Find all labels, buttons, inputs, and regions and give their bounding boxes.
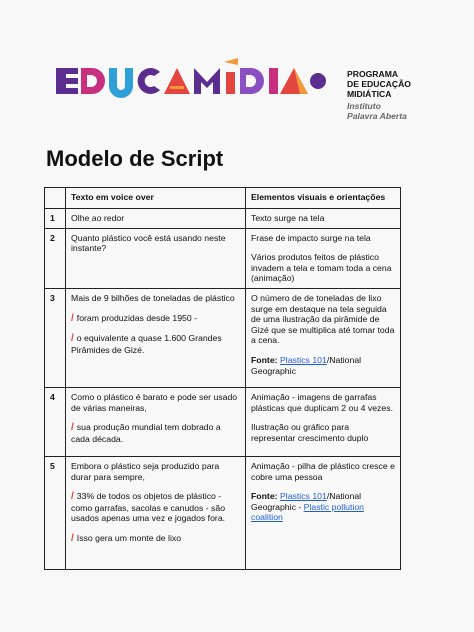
institute-line-1: Instituto	[347, 100, 381, 111]
visual-cell	[246, 387, 401, 456]
voice-text: Como o plástico é barato e pode ser usado de várias maneiras,	[71, 391, 238, 413]
source-label: Fonte	[251, 354, 275, 365]
header-visual: Elementos visuais e orientações	[246, 188, 401, 209]
visual-text: Ilustração ou gráfico para representar crescimento duplo	[251, 422, 369, 443]
row-number: 5	[45, 456, 66, 569]
row-number: 4	[45, 387, 66, 456]
program-line-3: MIDIÁTICA	[347, 89, 392, 100]
voice-text: o equivalente a quase 1.600 Grandes Pirâmides de Gizé.	[71, 333, 222, 355]
script-table	[44, 187, 401, 570]
voice-cell	[66, 387, 246, 456]
visual-text: Frase de impacto surge na tela	[251, 232, 371, 243]
slash-marker: /	[71, 312, 74, 324]
voice-text: Isso gera um monte de lixo	[76, 532, 182, 543]
source-line: Fonte: Plastics 101/National Geographic - Plastic pollution coalition	[251, 491, 365, 523]
institute-line-2: Palavra Aberta	[347, 110, 407, 121]
source-line: Fonte: Plastics 101/National Geographic	[251, 354, 362, 376]
visual-cell	[246, 456, 401, 569]
voice-cell	[66, 228, 246, 288]
voice-cell	[66, 209, 246, 229]
visual-text: Animação - imagens de garrafas plásticas que duplicam 2 ou 4 vezes.	[251, 391, 393, 413]
voice-segment	[71, 313, 240, 325]
source-rest: /National Geographic -	[251, 491, 362, 512]
source-label: Fonte	[251, 491, 275, 502]
voice-text: 33% de todos os objetos de plástico - como garrafas, sacolas e canudos - são usados apenas uma vez e jogados fora.	[71, 491, 226, 524]
table-row	[45, 288, 401, 387]
table-row	[45, 387, 401, 456]
header-voice: Texto em voice over	[66, 188, 246, 209]
voice-text: sua produção mundial tem dobrado a cada década.	[71, 422, 221, 444]
program-line-1: PROGRAMA	[347, 69, 399, 79]
program-line-2: DE EDUCAÇÃO	[347, 79, 411, 90]
table-header-row	[45, 188, 401, 209]
slash-marker: /	[71, 333, 74, 345]
visual-cell	[246, 209, 401, 229]
source-link-plastics-101[interactable]: Plastics 101	[279, 491, 327, 502]
voice-text: Mais de 9 bilhões de toneladas de plástico	[71, 292, 235, 303]
page-title: Modelo de Script	[46, 146, 224, 171]
header-num	[45, 188, 66, 209]
voice-text: Embora o plástico seja produzido para durar para sempre,	[71, 460, 220, 482]
visual-cell	[246, 228, 401, 288]
voice-segment	[71, 491, 240, 524]
voice-text: Olhe ao redor	[71, 213, 125, 223]
voice-segment	[71, 533, 240, 545]
source-link-plastic-pollution-coalition[interactable]: Plastic pollution coalition	[251, 501, 365, 523]
table-row	[45, 228, 401, 288]
voice-text: foram produzidas desde 1950 -	[76, 312, 198, 323]
visual-text: Animação - pilha de plástico cresce e cobre uma pessoa	[251, 460, 395, 482]
logo-tagline	[347, 69, 411, 121]
visual-text: O número de de toneladas de lixo surge em destaque na tela seguida de uma ilustração da pirâmide de Gizé que se multiplica até tomar toda a cena.	[251, 292, 395, 346]
row-number: 1	[45, 209, 66, 229]
voice-cell	[66, 288, 246, 387]
table-row	[45, 456, 401, 569]
voice-text: Quanto plástico você está usando neste instante?	[71, 232, 226, 254]
voice-cell	[66, 456, 246, 569]
educamidia-logo	[56, 58, 328, 100]
row-number: 3	[45, 288, 66, 387]
voice-segment	[71, 333, 240, 355]
visual-text: Vários produtos feitos de plástico invadem a tela e tomam toda a cena (animação)	[251, 252, 392, 284]
source-link-plastics-101[interactable]: Plastics 101	[279, 354, 327, 365]
slash-marker: /	[71, 422, 74, 434]
row-number: 2	[45, 228, 66, 288]
slash-marker: /	[71, 491, 74, 503]
visual-text: Texto surge na tela	[251, 213, 325, 223]
visual-cell	[246, 288, 401, 387]
source-rest: /National Geographic	[251, 354, 362, 376]
table-row	[45, 209, 401, 229]
voice-segment	[71, 422, 240, 444]
slash-marker: /	[71, 532, 74, 544]
